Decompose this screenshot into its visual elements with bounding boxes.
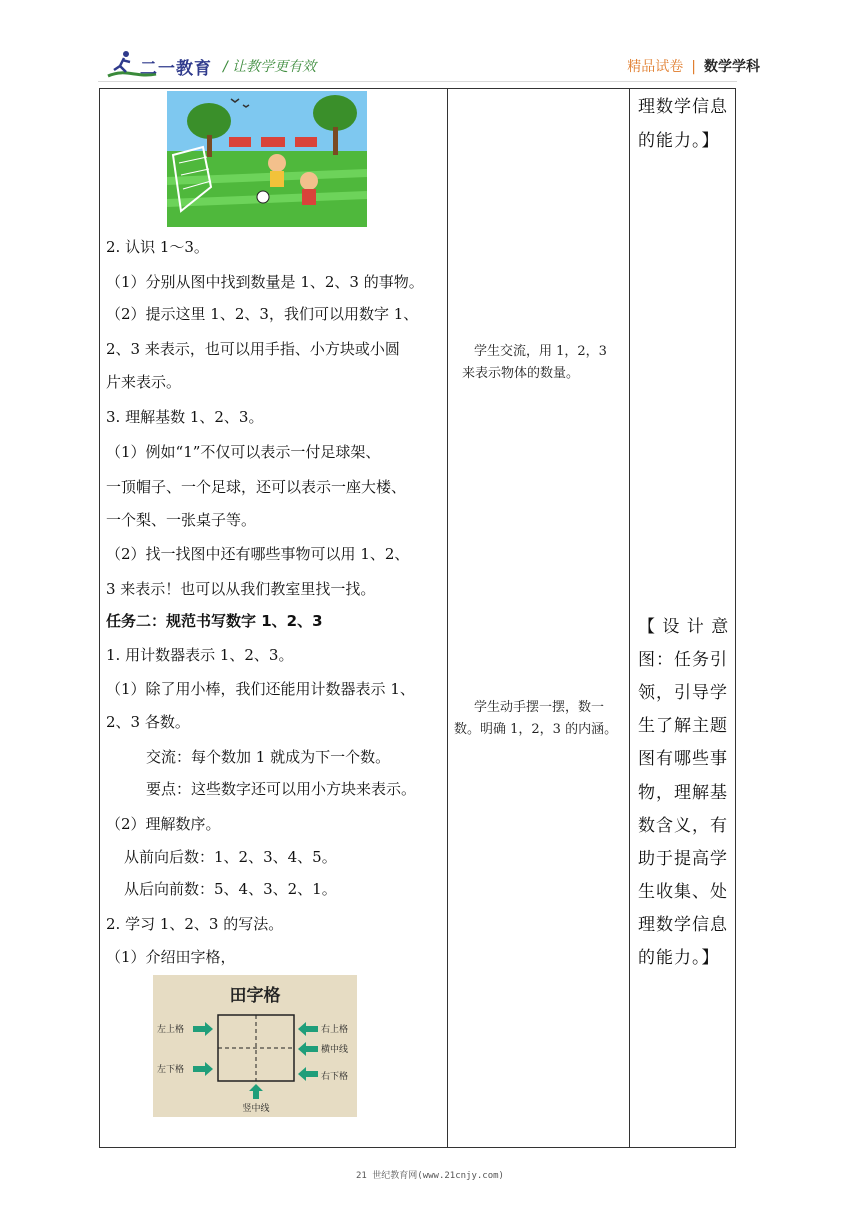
activity-line: 一个梨、一张桌子等。 — [106, 511, 257, 529]
header-right — [627, 56, 760, 76]
student-note-1 — [462, 341, 607, 385]
design-intent-line: 数含义，有 — [638, 815, 728, 836]
activity-line: 片来表示。 — [106, 373, 182, 391]
header-divider — [98, 81, 737, 82]
tianzige-image — [153, 975, 357, 1117]
activity-line: （1）介绍田字格， — [106, 948, 236, 966]
label-left-top: 左上格 — [157, 1025, 185, 1035]
design-intent-line: 领，引导学 — [638, 683, 728, 704]
tianzige-diagram — [153, 975, 357, 1117]
activity-line: 2、3 来表示，也可以用手指、小方块或小圆 — [106, 340, 400, 358]
activity-line: （1）分别从图中找到数量是 1、2、3 的事物。 — [106, 273, 424, 291]
activity-line: 2. 学习 1、2、3 的写法。 — [106, 915, 284, 933]
activity-line: 从前向后数：1、2、3、4、5。 — [124, 848, 337, 866]
header-subject: 数学学科 — [704, 59, 760, 75]
soccer-scene-image — [167, 91, 367, 227]
design-intent-line: 助于提高学 — [638, 848, 728, 869]
design-top-line: 理数学信息 — [638, 97, 728, 117]
student-note-1-line-1: 学生交流，用 1，2，3 — [474, 344, 607, 359]
design-intent-line: 生了解主题 — [638, 716, 728, 737]
activity-line: 2. 认识 1～3。 — [106, 238, 209, 256]
brand-name: 二一教育 — [140, 59, 212, 79]
student-note-2-line-2: 数。明确 1，2，3 的内涵。 — [454, 722, 618, 737]
activity-line: （1）例如“1”不仅可以表示一付足球架、 — [106, 443, 381, 461]
student-note-1-line-2: 来表示物体的数量。 — [462, 366, 580, 381]
label-right-bottom: 右下格 — [321, 1072, 349, 1082]
design-intent-line: 图：任务引 — [638, 650, 728, 671]
activity-line: （2）理解数序。 — [106, 815, 221, 833]
design-intent-line: 图有哪些事 — [638, 749, 728, 770]
tianzige-title: 田字格 — [229, 986, 281, 1006]
activity-line: 交流：每个数加 1 就成为下一个数。 — [146, 748, 391, 766]
design-top-line: 的能力。】 — [638, 131, 720, 151]
activity-line: 从后向前数：5、4、3、2、1。 — [124, 880, 337, 898]
page-footer: 21 世纪教育网(www.21cnjy.com) — [356, 1171, 504, 1181]
teaching-activity-cell — [100, 89, 448, 1147]
student-activity-cell — [448, 89, 630, 1147]
header-separator: | — [691, 59, 696, 75]
activity-line: （2）找一找图中还有哪些事物可以用 1、2、 — [106, 545, 410, 563]
brand-slogan: / 让教学更有效 — [223, 59, 317, 75]
design-intent-cell — [630, 89, 737, 1147]
lesson-table — [99, 88, 736, 1148]
activity-line: 一顶帽子、一个足球，还可以表示一座大楼、 — [106, 478, 407, 496]
page-header — [0, 0, 860, 84]
activity-line: 1. 用计数器表示 1、2、3。 — [106, 646, 294, 664]
label-vertical-line: 竖中线 — [242, 1104, 270, 1114]
design-intent-line: 【 设 计 意 — [638, 617, 730, 637]
activity-line: （2）提示这里 1、2、3，我们可以用数字 1、 — [106, 305, 419, 323]
design-intent-line: 的能力。】 — [638, 948, 720, 968]
label-left-bottom: 左下格 — [157, 1065, 185, 1075]
activity-line: （1）除了用小棒，我们还能用计数器表示 1、 — [106, 680, 415, 698]
design-intent-line: 物，理解基 — [638, 782, 728, 803]
label-horizontal-line: 横中线 — [321, 1045, 349, 1055]
activity-line: 任务二：规范书写数字 1、2、3 — [106, 612, 323, 630]
student-note-2-line-1: 学生动手摆一摆，数一 — [474, 700, 605, 715]
design-intent-line: 理数学信息 — [638, 914, 728, 935]
activity-line: 2、3 各数。 — [106, 713, 190, 731]
header-tag: 精品试卷 — [627, 59, 684, 75]
activity-line: 要点：这些数字还可以用小方块来表示。 — [146, 780, 417, 798]
activity-line: 3. 理解基数 1、2、3。 — [106, 408, 264, 426]
design-intent-line: 生收集、处 — [638, 881, 728, 902]
activity-line: 3 来表示！也可以从我们教室里找一找。 — [106, 580, 376, 598]
label-right-top: 右上格 — [321, 1025, 349, 1035]
student-note-2 — [454, 697, 617, 741]
